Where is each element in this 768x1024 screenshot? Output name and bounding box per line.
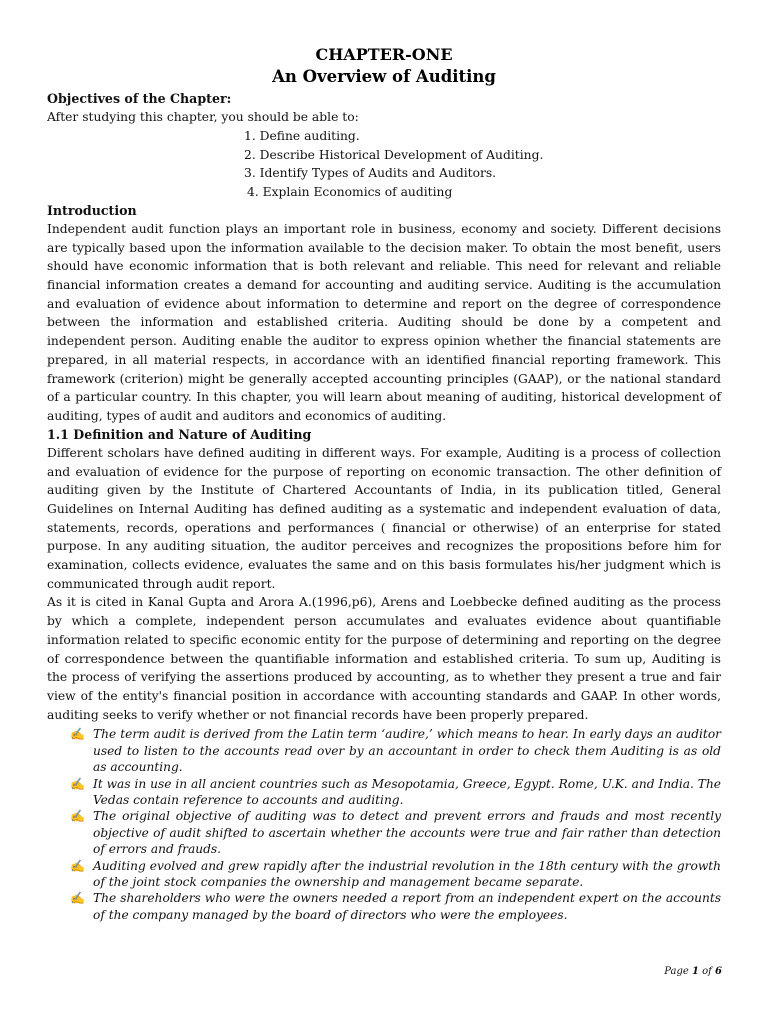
of-word: of [702,966,712,977]
bullet-text: The shareholders who were the owners needed a report from an independent expert on the accounts of the company managed by the board of directors who were the employees. [93,891,721,922]
writing-hand-icon: ✍ [70,809,85,824]
bullet-text: It was in use in all ancient countries such as Mesopotamia, Greece, Egypt. Rome, U.K. and India. The Vedas contain reference to accounts and auditing. [93,776,721,808]
page-word: Page [664,966,689,977]
objective-item: 2. Describe Historical Development of Auditing. [244,147,544,162]
list-item [47,858,721,891]
writing-hand-icon: ✍ [70,858,85,873]
list-item [47,776,721,809]
introduction-paragraph: Independent audit function plays an important role in business, economy and society. Different decisions are typically based upon the information available to the decision maker. To obtain the most benefit, users should have economic information that is both relevant and reliable. This need for relevant and reliable financial information creates a demand for accounting and auditing service. Auditing is the accumulation and evaluation of evidence about information to determine and report on the degree of correspondence between the information and established criteria. Auditing should be done by a competent and independent person. Auditing enable the auditor to express opinion whether the financial statements are prepared, in all material respects, in accordance with an identified financial reporting framework. This framework (criterion) might be generally accepted accounting principles (GAAP), or the national standard of a particular country. In this chapter, you will learn about meaning of auditing, historical development of auditing, types of audit and auditors and economics of auditing. [47,221,721,423]
bullet-text: The original objective of auditing was to detect and prevent errors and frauds and most recently objective of audit shifted to ascertain whether the accounts were true and fair rather than detection of errors and frauds. [93,809,721,857]
document-page [47,44,721,923]
objective-item: 4. Explain Economics of auditing [247,185,453,200]
bullet-text: The term audit is derived from the Latin term ‘audire,’ which means to hear. In early days an auditor used to listen to the accounts read over by an accountant in order to check them Auditing is as old as accounting. [93,727,721,775]
list-item [47,808,721,857]
definition-paragraph-1: Different scholars have defined auditing in different ways. For example, Auditing is a process of collection and evaluation of evidence for the purpose of reporting on economic transaction. The other definition of auditing given by the Institute of Chartered Accountants of India, in its publication titled, General Guidelines on Internal Auditing has defined auditing as a systematic and independent evaluation of data, statements, records, operations and performances ( financial or otherwise) of an enterprise for stated purpose. In any auditing situation, the auditor perceives and recognizes the propositions before him for examination, collects evidence, evaluates the same and on this basis formulates his/her judgment which is communicated through audit report. [47,445,721,591]
bullet-text: Auditing evolved and grew rapidly after the industrial revolution in the 18th century with the growth of the joint stock companies the ownership and management became separate. [93,858,721,890]
writing-hand-icon: ✍ [70,776,85,791]
history-bullet-list [47,726,721,923]
chapter-title: An Overview of Auditing [272,67,496,86]
writing-hand-icon: ✍ [70,727,85,742]
page-number [664,966,722,977]
objectives-list [47,127,721,202]
objective-item: 1. Define auditing. [244,128,360,143]
list-item [47,726,721,775]
total-pages: 6 [715,966,722,977]
section-heading: 1.1 Definition and Nature of Auditing [47,426,312,442]
writing-hand-icon: ✍ [70,891,85,906]
objectives-lead: After studying this chapter, you should be able to: [47,110,359,125]
current-page: 1 [691,966,699,977]
definition-paragraph-2: As it is cited in Kanal Gupta and Arora A.(1996,p6), Arens and Loebbecke defined auditing as the process by which a complete, independent person accumulates and evaluates evidence about quantifiable information related to specific economic entity for the purpose of determining and reporting on the degree of correspondence between the quantifiable information and established criteria. To sum up, Auditing is the process of verifying the assertions produced by accounting, as to whether they present a true and fair view of the entity's financial position in accordance with accounting standards and GAAP. In other words, auditing seeks to verify whether or not financial records have been properly prepared. [47,595,721,722]
list-item [47,890,721,923]
chapter-label: CHAPTER-ONE [315,45,453,64]
introduction-heading: Introduction [47,202,137,218]
objectives-heading: Objectives of the Chapter: [47,91,232,106]
objective-item: 3. Identify Types of Audits and Auditors. [244,166,497,181]
